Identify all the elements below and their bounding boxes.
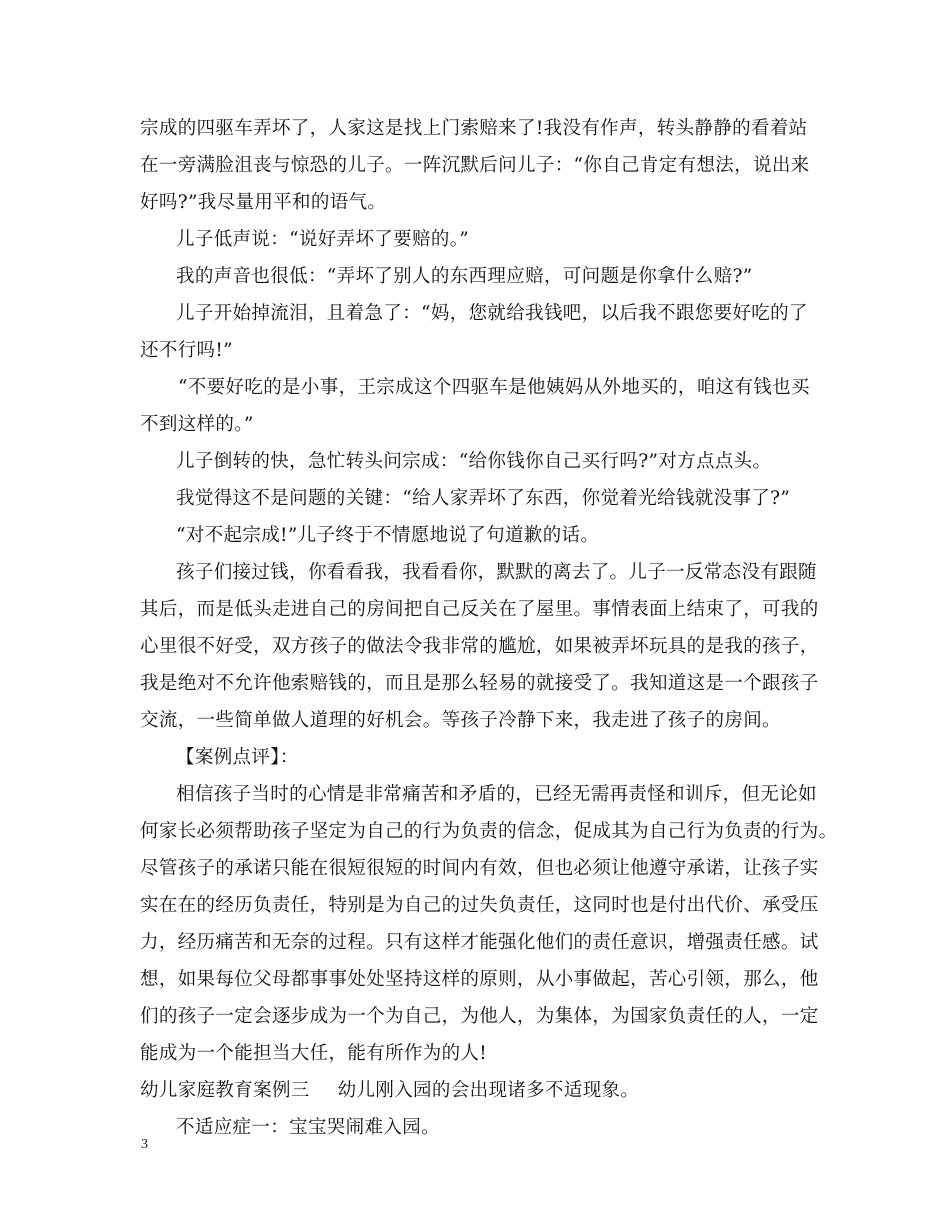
paragraph-line: 儿子开始掉流泪，且着急了：“妈，您就给我钱吧，以后我不跟您要好吃的了: [176, 303, 808, 324]
paragraph-line: 孩子们接过钱，你看看我，我看看你，默默的离去了。儿子一反常态没有跟随: [176, 562, 817, 583]
paragraph-line: 能成为一个能担当大任，能有所作为的人!: [140, 1043, 488, 1064]
paragraph-line: 其后，而是低头走进自己的房间把自己反关在了屋里。事情表面上结束了，可我的: [140, 599, 819, 620]
paragraph-line: 交流，一些简单做人道理的好机会。等孩子冷静下来，我走进了孩子的房间。: [140, 710, 781, 731]
paragraph-line: 们的孩子一定会逐步成为一个为自己，为他人，为集体，为国家负责任的人，一定: [140, 1006, 819, 1027]
paragraph-line: 相信孩子当时的心情是非常痛苦和矛盾的，已经无需再责怪和训斥，但无论如: [176, 784, 817, 805]
case-heading-line: [140, 1080, 639, 1102]
case-heading: 幼儿家庭教育案例三: [140, 1080, 310, 1101]
paragraph-line: “不要好吃的是小事，王宗成这个四驱车是他姨妈从外地买的，咱这有钱也买: [178, 377, 810, 398]
paragraph-line: 想，如果每位父母都事事处处坚持这样的原则，从小事做起，苦心引领，那么，他: [140, 969, 819, 990]
paragraph-line: 好吗?”我尽量用平和的语气。: [140, 192, 387, 213]
paragraph-line: 儿子倒转的快，急忙转头问宗成：“给你钱你自己买行吗?”对方点点头。: [176, 451, 772, 472]
paragraph-line: 实在在的经历负责任，特别是为自己的过失负责任，这同时也是付出代价、承受压: [140, 895, 819, 916]
paragraph-line: 尽管孩子的承诺只能在很短很短的时间内有效，但也必须让他遵守承诺，让孩子实: [140, 858, 819, 879]
paragraph-line: 我的声音也很低：“弄坏了别人的东西理应赔，可问题是你拿什么赔?”: [176, 266, 753, 287]
paragraph-line: 在一旁满脸沮丧与惊恐的儿子。一阵沉默后问儿子：“你自己肯定有想法，说出来: [140, 155, 810, 176]
paragraph-line: 我觉得这不是问题的关键：“给人家弄坏了东西，你觉着光给钱就没事了?”: [176, 488, 791, 509]
paragraph-line: 儿子低声说：“说好弄坏了要赔的。”: [176, 229, 470, 250]
section-heading: 【案例点评】：: [176, 747, 299, 768]
page-number: 3: [141, 1137, 148, 1152]
paragraph-line: 力，经历痛苦和无奈的过程。只有这样才能强化他们的责任意识，增强责任感。试: [140, 932, 819, 953]
paragraph-line: 还不行吗!”: [140, 340, 233, 361]
paragraph-line: “对不起宗成!”儿子终于不情愿地说了句道歉的话。: [176, 525, 600, 546]
paragraph-line: 何家长必须帮助孩子坚定为自己的行为负责的信念，促成其为自己行为负责的行为。: [140, 821, 838, 842]
paragraph-line: 不适应症一：宝宝哭闹难入园。: [176, 1117, 440, 1138]
paragraph-line: 我是绝对不允许他索赔钱的，而且是那么轻易的就接受了。我知道这是一个跟孩子: [140, 673, 819, 694]
case-subtitle: 幼儿刚入园的会出现诸多不适现象。: [337, 1080, 640, 1101]
paragraph-line: 宗成的四驱车弄坏了，人家这是找上门索赔来了!我没有作声，转头静静的看着站: [140, 118, 808, 139]
paragraph-line: 心里很不好受，双方孩子的做法令我非常的尴尬，如果被弄坏玩具的是我的孩子，: [140, 636, 819, 657]
paragraph-line: 不到这样的。”: [140, 414, 254, 435]
